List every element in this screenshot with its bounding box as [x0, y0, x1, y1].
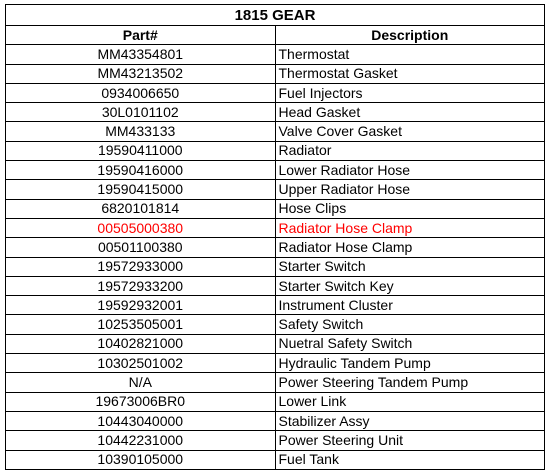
- description-cell: Hydraulic Tandem Pump: [275, 354, 545, 373]
- table-row: [6, 354, 545, 373]
- part-number-cell: MM43354801: [6, 45, 276, 64]
- table-row: [6, 373, 545, 392]
- description-cell: Fuel Tank: [275, 450, 545, 469]
- table-body: [6, 45, 545, 470]
- description-cell: Thermostat: [275, 45, 545, 64]
- table-row: [6, 45, 545, 64]
- part-number-cell: 00505000380: [6, 218, 276, 237]
- description-cell: Nuetral Safety Switch: [275, 334, 545, 353]
- table-row: [6, 257, 545, 276]
- description-cell: Fuel Injectors: [275, 83, 545, 102]
- part-number-cell: 19673006BR0: [6, 392, 276, 411]
- description-cell: Radiator Hose Clamp: [275, 238, 545, 257]
- description-cell: Valve Cover Gasket: [275, 122, 545, 141]
- part-number-cell: MM43213502: [6, 64, 276, 83]
- table-row: [6, 141, 545, 160]
- part-number-cell: MM433133: [6, 122, 276, 141]
- description-cell: Instrument Cluster: [275, 296, 545, 315]
- part-number-cell: 10390105000: [6, 450, 276, 469]
- part-number-cell: 0934006650: [6, 83, 276, 102]
- table-row: [6, 450, 545, 469]
- part-number-cell: N/A: [6, 373, 276, 392]
- table-row: [6, 276, 545, 295]
- description-cell: Lower Link: [275, 392, 545, 411]
- table-row: [6, 103, 545, 122]
- description-cell: Power Steering Tandem Pump: [275, 373, 545, 392]
- part-number-cell: 19572933000: [6, 257, 276, 276]
- description-cell: Upper Radiator Hose: [275, 180, 545, 199]
- parts-table: [5, 4, 545, 470]
- description-cell: Lower Radiator Hose: [275, 161, 545, 180]
- table-row: [6, 218, 545, 237]
- description-cell: Stabilizer Assy: [275, 411, 545, 430]
- description-cell: Starter Switch Key: [275, 276, 545, 295]
- title-row: [6, 5, 545, 26]
- table-row: [6, 315, 545, 334]
- table-title: 1815 GEAR: [6, 5, 545, 26]
- table-row: [6, 431, 545, 450]
- header-row: [6, 26, 545, 45]
- table-row: [6, 122, 545, 141]
- part-number-cell: 10442231000: [6, 431, 276, 450]
- description-cell: Radiator Hose Clamp: [275, 218, 545, 237]
- table-row: [6, 161, 545, 180]
- part-number-cell: 10253505001: [6, 315, 276, 334]
- part-number-cell: 19590416000: [6, 161, 276, 180]
- part-number-cell: 10443040000: [6, 411, 276, 430]
- part-number-cell: 10402821000: [6, 334, 276, 353]
- description-cell: Power Steering Unit: [275, 431, 545, 450]
- description-cell: Thermostat Gasket: [275, 64, 545, 83]
- description-cell: Hose Clips: [275, 199, 545, 218]
- parts-sheet: [5, 4, 545, 470]
- part-number-cell: 19592932001: [6, 296, 276, 315]
- table-row: [6, 238, 545, 257]
- part-number-cell: 19590411000: [6, 141, 276, 160]
- description-cell: Starter Switch: [275, 257, 545, 276]
- description-cell: Head Gasket: [275, 103, 545, 122]
- table-row: [6, 296, 545, 315]
- part-number-cell: 10302501002: [6, 354, 276, 373]
- description-cell: Safety Switch: [275, 315, 545, 334]
- part-number-cell: 19572933200: [6, 276, 276, 295]
- part-number-cell: 30L0101102: [6, 103, 276, 122]
- part-column-header: Part#: [6, 26, 276, 45]
- table-row: [6, 199, 545, 218]
- part-number-cell: 00501100380: [6, 238, 276, 257]
- table-row: [6, 411, 545, 430]
- description-column-header: Description: [275, 26, 545, 45]
- part-number-cell: 6820101814: [6, 199, 276, 218]
- table-row: [6, 334, 545, 353]
- part-number-cell: 19590415000: [6, 180, 276, 199]
- table-row: [6, 392, 545, 411]
- table-row: [6, 64, 545, 83]
- table-row: [6, 83, 545, 102]
- description-cell: Radiator: [275, 141, 545, 160]
- table-row: [6, 180, 545, 199]
